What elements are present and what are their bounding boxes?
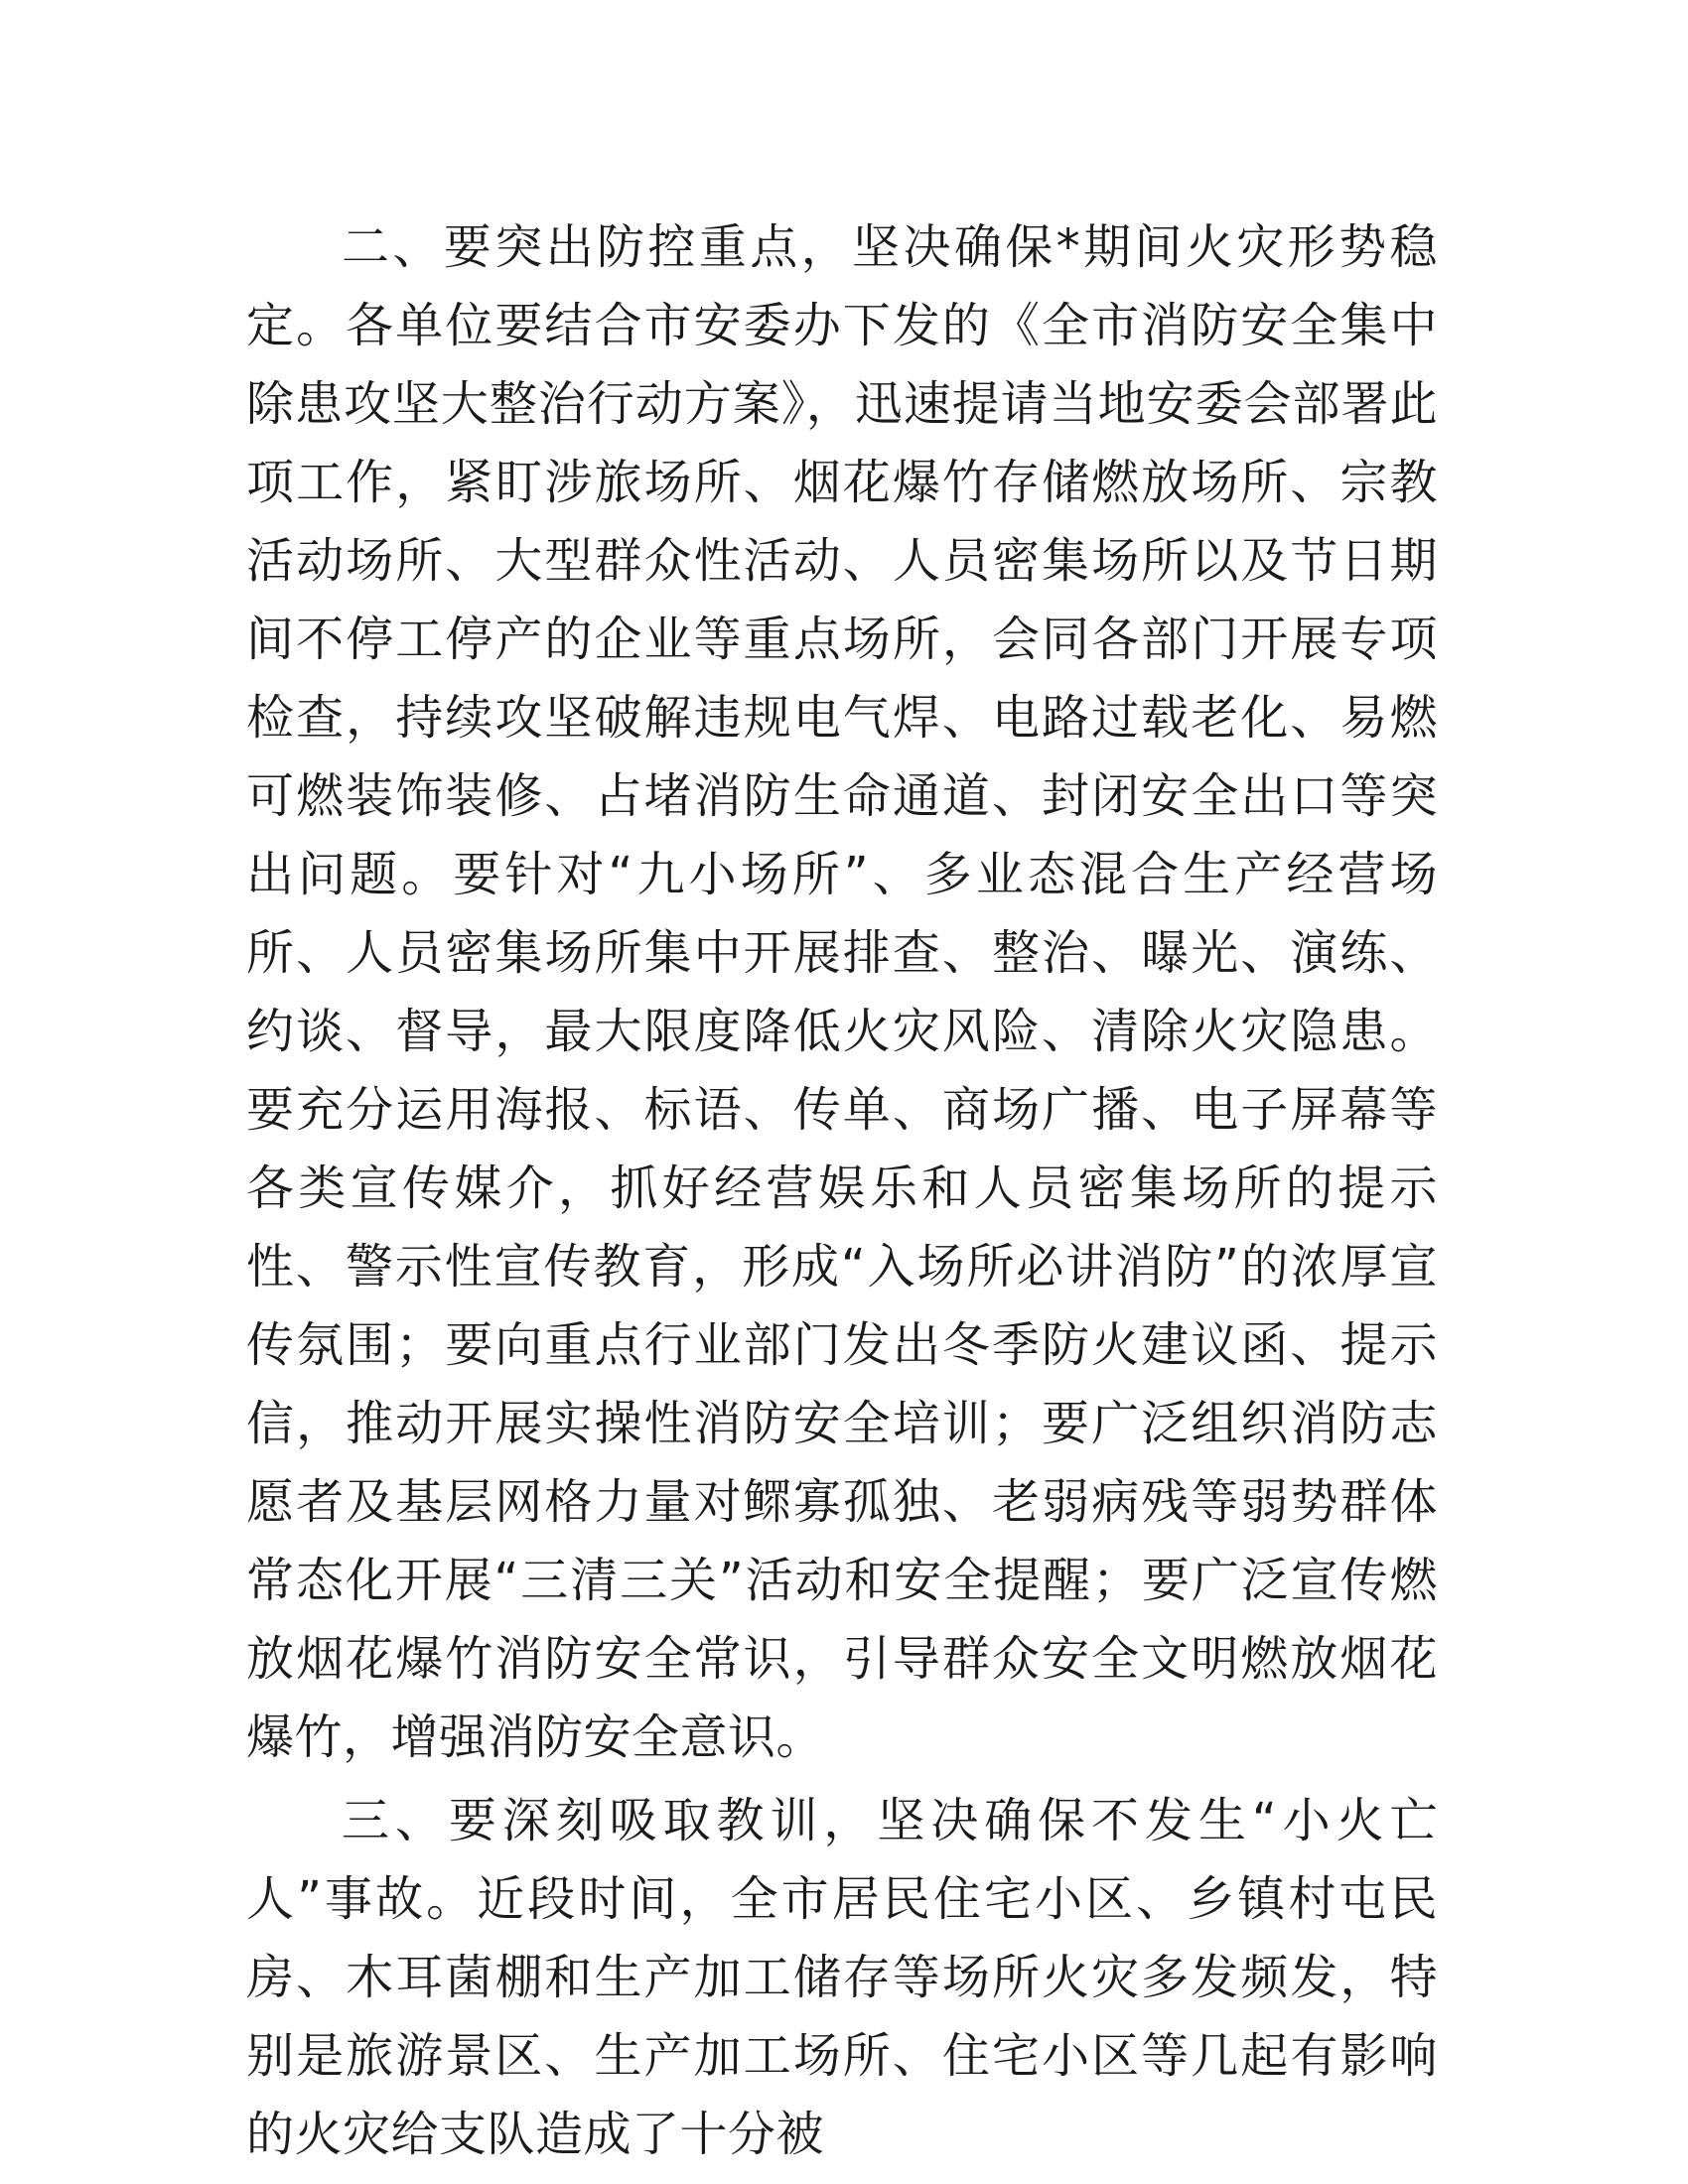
paragraph-fire-prevention-focus: 二、要突出防控重点，坚决确保*期间火灾形势稳定。各单位要结合市安委办下发的《全市消防安全集中除患攻坚大整治行动方案》，迅速提请当地安委会部署此项工作，紧盯涉旅场所、烟花爆竹存储燃放场所、宗教活动场所、大型群众性活动、人员密集场所以及节日期间不停工停产的企业等重点场所，会同各部门开展专项检查，持续攻坚破解违规电气焊、电路过载老化、易燃可燃装饰装修、占堵消防生命通道、封闭安全出口等突出问题。要针对“九小场所”、多业态混合生产经营场所、人员密集场所集中开展排查、整治、曝光、演练、约谈、督导，最大限度降低火灾风险、清除火灾隐患。要充分运用海报、标语、传单、商场广播、电子屏幕等各类宣传媒介，抓好经营娱乐和人员密集场所的提示性、警示性宣传教育，形成“入场所必讲消防”的浓厚宣传氛围；要向重点行业部门发出冬季防火建议函、提示信，推动开展实操性消防安全培训；要广泛组织消防志愿者及基层网格力量对鳏寡孤独、老弱病残等弱势群体常态化开展“三清三关”活动和安全提醒；要广泛宣传燃放烟花爆竹消防安全常识，引导群众安全文明燃放烟花爆竹，增强消防安全意识。 xyxy=(246,219,1438,1765)
document-page xyxy=(246,208,1438,2174)
paragraph-lessons-learned: 三、要深刻吸取教训，坚决确保不发生“小火亡人”事故。近段时间，全市居民住宅小区、乡镇村屯民房、木耳菌棚和生产加工储存等场所火灾多发频发，特别是旅游景区、生产加工场所、住宅小区等几起有影响的火灾给支队造成了十分被 xyxy=(246,1793,1438,2162)
